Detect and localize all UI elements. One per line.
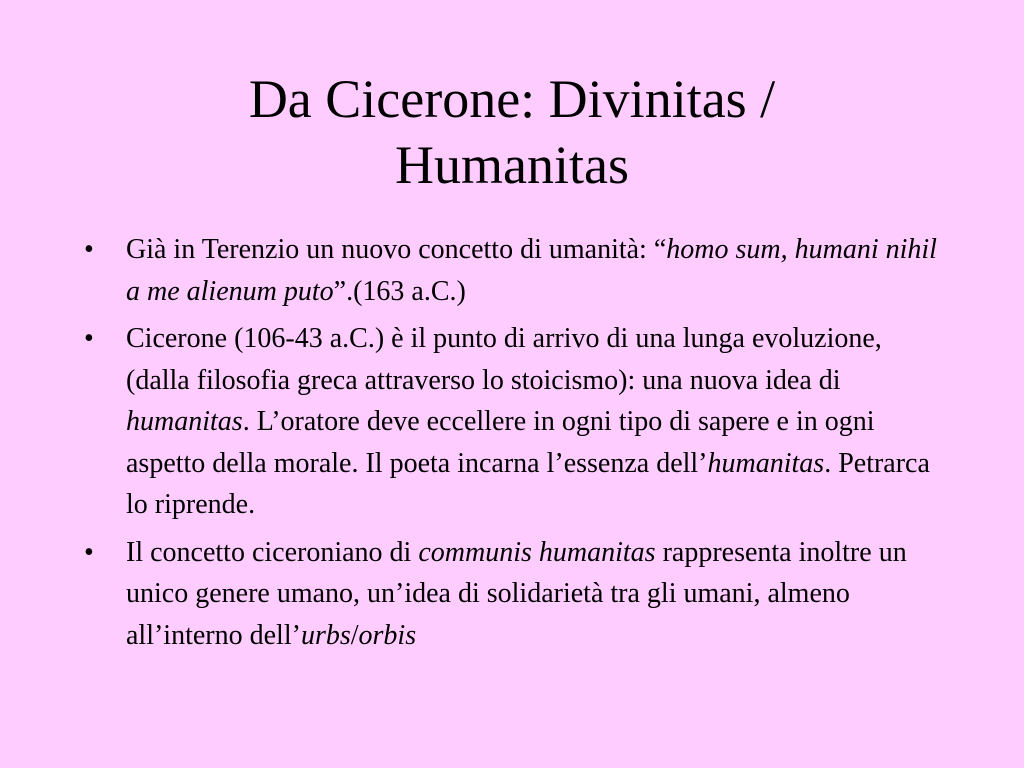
- slide-title: [0, 66, 1024, 198]
- bullet-text-plain: Cicerone (106-43 a.C.) è il punto di arrivo di una lunga evoluzione, (dalla filosofia greca attraverso lo stoicismo): una nuova idea di: [126, 323, 882, 396]
- bullet-text-plain: . Petrarca lo riprende.: [126, 447, 930, 520]
- bullet-text-plain: rappresenta inoltre un unico genere umano, un’idea di solidarietà tra gli umani, almeno all’interno dell’: [126, 536, 907, 651]
- bullet-text-italic: communis humanitas: [418, 536, 656, 568]
- bullet-text-plain: . L’oratore deve eccellere in ogni tipo di sapere e in ogni aspetto della morale. Il poeta incarna l’essenza dell’: [126, 406, 875, 479]
- bullet-text-italic: urbs: [300, 619, 351, 651]
- bullet-list: [82, 229, 952, 662]
- bullet-text-plain: Il concetto ciceroniano di: [126, 536, 419, 568]
- bullet-text-plain: /: [350, 619, 359, 651]
- slide-title-line-2: Humanitas: [395, 135, 629, 195]
- bullet-marker: •: [84, 323, 94, 354]
- bullet-marker: •: [84, 234, 94, 265]
- slide-title-line-1: Da Cicerone: Divinitas /: [248, 69, 776, 129]
- bullet-text-plain: Già in Terenzio un nuovo concetto di umanità: “: [126, 234, 667, 265]
- bullet-marker: •: [84, 536, 94, 568]
- bullet-text-plain: ”.(163 a.C.): [333, 275, 466, 307]
- bullet-item-terenzio: [82, 229, 952, 312]
- bullet-item-cicerone: [82, 318, 952, 526]
- bullet-text-italic: humanitas: [707, 447, 825, 479]
- bullet-text-italic: orbis: [358, 619, 417, 651]
- bullet-item-communis-humanitas: [82, 532, 952, 657]
- bullet-text-italic: humanitas: [126, 406, 243, 437]
- bullet-text-italic: homo sum, humani nihil a me alienum puto: [126, 234, 937, 307]
